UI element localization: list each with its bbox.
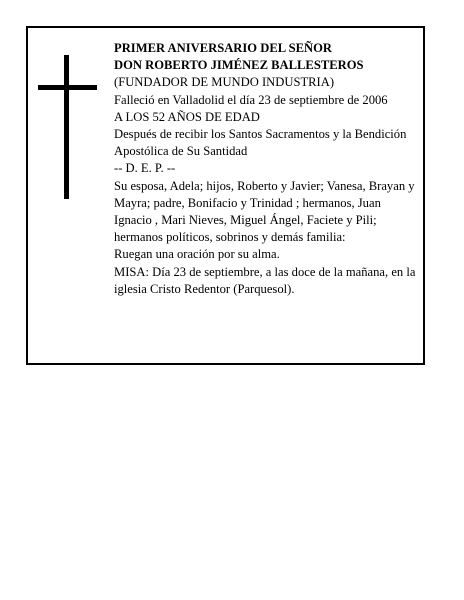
- death-statement: Falleció en Valladolid el día 23 de septiembre de 2006: [114, 92, 388, 107]
- notice-text: [114, 40, 420, 298]
- cross-horizontal-bar: [38, 85, 97, 90]
- founder-note: (FUNDADOR DE MUNDO INDUSTRIA): [114, 75, 335, 90]
- obituary-notice: [26, 26, 425, 365]
- cross-vertical-bar: [64, 55, 69, 199]
- mass-details: MISA: Día 23 de septiembre, a las doce de la mañana, en la iglesia Cristo Redentor (Parquesol).: [114, 264, 416, 296]
- prayer-request: Ruegan una oración por su alma.: [114, 247, 280, 262]
- rip-line: -- D. E. P. --: [114, 161, 176, 176]
- family-statement: Su esposa, Adela; hijos, Roberto y Javier; Vanesa, Brayan y Mayra; padre, Bonifacio y Trinidad ; hermanos, Juan Ignacio , Mari Nieves, Miguel Ángel, Faciete y Pili; hermanos políticos, sobrinos y demás familia:: [114, 178, 415, 245]
- sacraments-statement: Después de recibir los Santos Sacramentos y la Bendición Apostólica de Su Santidad: [114, 127, 407, 159]
- notice-heading-line-2: DON ROBERTO JIMÉNEZ BALLESTEROS: [114, 58, 364, 73]
- cross-icon: [38, 55, 97, 199]
- notice-heading-line-1: PRIMER ANIVERSARIO DEL SEÑOR: [114, 41, 332, 55]
- age-statement: A LOS 52 AÑOS DE EDAD: [114, 109, 260, 124]
